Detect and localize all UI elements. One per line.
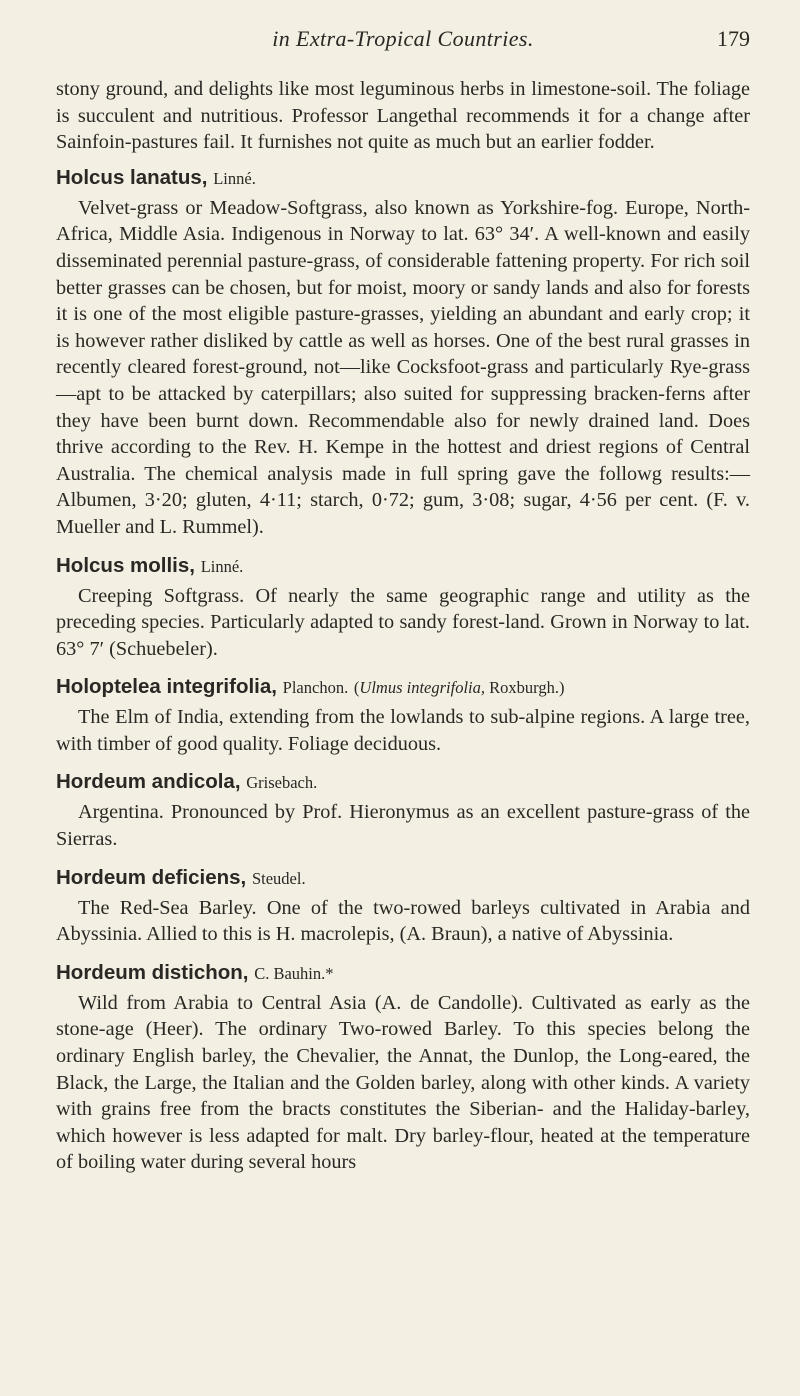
species-description: The Red-Sea Barley. One of the two-rowed barleys cultivated in Arabia and Abyssinia. Allied to this is H. macrolepis, (A. Braun), a native of Abyssinia. (56, 896, 750, 946)
species-heading (56, 959, 750, 988)
synonym-name: Ulmus integrifolia, (359, 678, 486, 698)
continuation-paragraph: stony ground, and delights like most leguminous herbs in limestone-soil. The foliage is succulent and nutritious. Professor Langethal recommends it for a change after Sainfoin-pastures fail. It furnishes not quite as much but an earlier fodder. (56, 78, 750, 154)
species-name: Holoptelea integrifolia, (56, 675, 277, 699)
species-authority: C. Bauhin.* (254, 963, 334, 983)
species-authority: Steudel. (251, 868, 306, 888)
species-description: Creeping Softgrass. Of nearly the same geographic range and utility as the preceding species. Particularly adapted to sandy forest-land. Grown in Norway to lat. 63° 7′ (Schuebeler). (56, 584, 750, 660)
species-heading (56, 552, 750, 581)
species-description: Argentina. Pronounced by Prof. Hieronymus as an excellent pasture-grass of the Sierras. (56, 801, 750, 851)
species-name: Hordeum andicola, (56, 770, 241, 794)
species-heading (56, 864, 750, 893)
species-synonym (354, 678, 565, 697)
species-entry (56, 959, 750, 1176)
species-name: Holcus lanatus, (56, 165, 208, 189)
species-authority: Planchon. (282, 678, 349, 698)
species-entry (56, 164, 750, 541)
page-body (56, 76, 750, 1176)
running-head (56, 20, 750, 76)
species-description: The Elm of India, extending from the lowlands to sub-alpine regions. A large tree, with timber of good quality. Foliage deciduous. (56, 706, 750, 755)
species-description: Velvet-grass or Meadow-Softgrass, also known as Yorkshire-fog. Europe, North-Africa, Middle Asia. Indigenous in Norway to lat. 63° 34′. A well-known and easily disseminated perennial pasture-grass, of considerable fattening property. For rich soil better grasses can be chosen, but for moist, moory or sandy lands and also for forests it is one of the most eligible pasture-grasses, yielding an abundant and early crop; it is however rather disliked by cattle as well as horses. One of the best rural grasses in recently cleared forest-ground, not—like Cocksfoot-grass and particularly Rye-grass—apt to be attacked by caterpillars; also suited for suppressing bracken-ferns after they have been burnt down. Recommendable also for newly drained land. Does thrive according to the Rev. H. Kempe in the hottest and driest regions of Central Australia. The chemical analysis made in full spring gave the followg results:—Albumen, 3·20; gluten, 4·11; starch, 0·72; gum, 3·08; sugar, 4·56 per cent. (F. v. Mueller and L. Rummel). (56, 196, 750, 538)
running-title: in Extra-Tropical Countries. (272, 26, 534, 51)
species-description: Wild from Arabia to Central Asia (A. de Candolle). Cultivated as early as the stone-age (Heer). The ordinary Two-rowed Barley. To this species belong the ordinary English barley, the Chevalier, the Annat, the Dunlop, the Long-eared, the Black, the Large, the Italian and the Golden barley, along with other kinds. A variety with grains free from the bracts constitutes the Siberian- and the Haliday-barley, which however is less adapted for malt. Dry barley-flour, heated at the temperature of boiling water during several hours (56, 991, 750, 1174)
species-entry (56, 768, 750, 852)
species-heading (56, 673, 750, 702)
species-name: Hordeum deficiens, (56, 865, 247, 889)
book-page (56, 20, 750, 1380)
species-entry (56, 864, 750, 948)
species-authority: Linné. (200, 556, 244, 576)
species-entry (56, 673, 750, 757)
species-heading (56, 164, 750, 193)
species-name: Holcus mollis, (56, 553, 195, 577)
page-number: 179 (717, 26, 750, 51)
species-entry (56, 552, 750, 663)
synonym-author: Roxburgh.) (489, 678, 565, 698)
synonym-open-paren: ( (353, 678, 360, 698)
species-name: Hordeum distichon, (56, 960, 249, 984)
species-authority: Linné. (213, 168, 256, 188)
species-authority: Grisebach. (246, 773, 318, 793)
species-heading (56, 768, 750, 797)
